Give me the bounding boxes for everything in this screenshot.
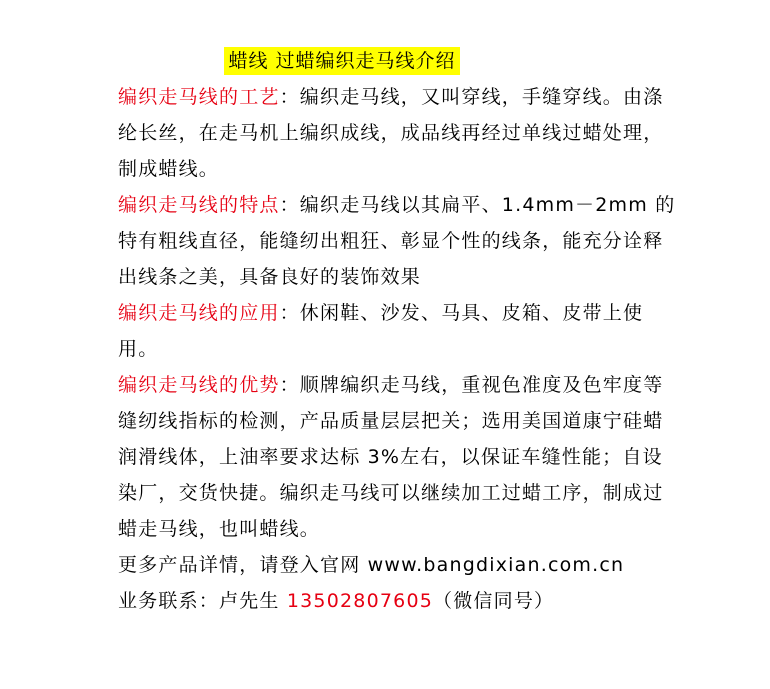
section-craft: [118, 79, 678, 187]
section-label-applications: 编织走马线的应用: [118, 302, 280, 324]
more-info-line: 更多产品详情，请登入官网 www.bangdixian.com.cn: [118, 554, 625, 576]
page-title: 蜡线 过蜡编织走马线介绍: [224, 47, 459, 75]
contact-phone: 13502807605: [286, 590, 434, 612]
section-text-advantages: ：顺牌编织走马线，重视色准度及色牢度等缝纫线指标的检测，产品质量层层把关；选用美国道康宁硅蜡润滑线体，上油率要求达标 3%左右，以保证车缝性能；自设染厂，交货快捷。编织走马线可以继续加工过蜡工序，制成过蜡走马线，也叫蜡线。: [118, 374, 664, 540]
section-features: [118, 187, 678, 295]
section-label-features: 编织走马线的特点: [118, 194, 280, 216]
document-body: [118, 47, 678, 619]
section-applications: [118, 295, 678, 367]
section-label-craft: 编织走马线的工艺: [118, 86, 280, 108]
contact-prefix: 业务联系：卢先生: [118, 590, 287, 612]
title-row: [62, 47, 622, 79]
contact-line: [118, 583, 678, 619]
section-advantages: [118, 367, 678, 547]
section-text-applications: ：休闲鞋、沙发、马具、皮箱、皮带上使用。: [118, 302, 644, 360]
contact-suffix: （微信同号）: [433, 590, 555, 612]
section-text-craft: ：编织走马线，又叫穿线，手缝穿线。由涤纶长丝，在走马机上编织成线，成品线再经过单线过蜡处理，制成蜡线。: [118, 86, 664, 180]
section-label-advantages: 编织走马线的优势: [118, 374, 280, 396]
section-text-features: ：编织走马线以其扁平、1.4mm－2mm 的特有粗线直径，能缝纫出粗狂、彰显个性的线条，能充分诠释出线条之美，具备良好的装饰效果: [118, 194, 676, 288]
